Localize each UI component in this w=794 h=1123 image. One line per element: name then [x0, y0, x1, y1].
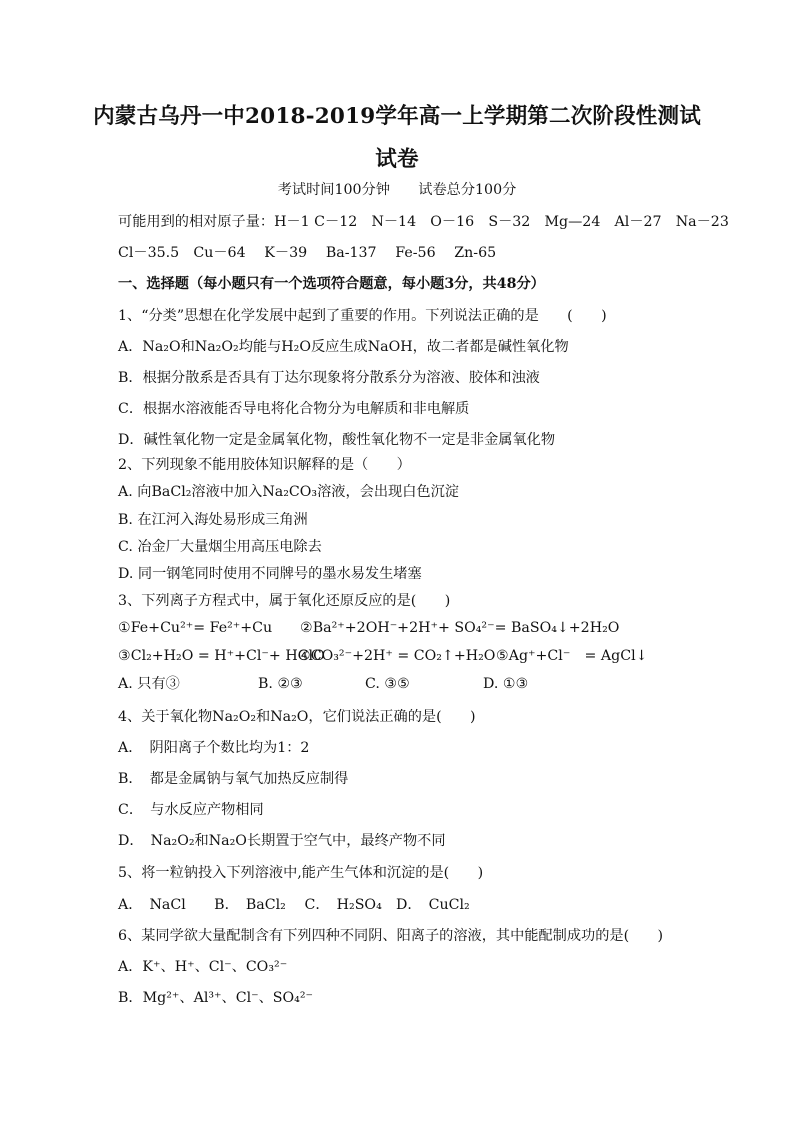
exam-info: 考试时间100分钟 试卷总分100分 [277, 182, 517, 198]
question-5-options: A． NaCl B． BaCl₂ C． H₂SO₄ D． CuCl₂ [118, 897, 470, 913]
section-heading: 一、选择题（每小题只有一个选项符合题意，每小题3分，共48分） [118, 276, 545, 292]
question-4-option-b: B． 都是金属钠与氧气加热反应制得 [118, 771, 349, 787]
question-2-option-b: B. 在江河入海处易形成三角洲 [118, 512, 308, 528]
question-3-equation-5: ⑤Ag⁺+Cl⁻ = AgCl↓ [496, 648, 648, 664]
question-3-option-c: C. ③⑤ [365, 676, 410, 692]
question-4-option-a: A． 阴阳离子个数比均为1：2 [118, 740, 310, 756]
atomic-mass-line-2: Cl－35.5 Cu－64 K－39 Ba-137 Fe-56 Zn-65 [118, 245, 497, 261]
question-6-option-a: A．K⁺、H⁺、Cl⁻、CO₃²⁻ [118, 959, 288, 975]
question-2-option-d: D. 同一钢笔同时使用不同牌号的墨水易发生堵塞 [118, 566, 422, 582]
question-3-equation-4: ④CO₃²⁻+2H⁺ = CO₂↑+H₂O [298, 648, 496, 664]
question-2-option-c: C. 冶金厂大量烟尘用高压电除去 [118, 539, 322, 555]
question-3-equation-3: ③Cl₂+H₂O = H⁺+Cl⁻+ HClO [118, 648, 325, 664]
question-1-option-a: A．Na₂O和Na₂O₂均能与H₂O反应生成NaOH，故二者都是碱性氧化物 [118, 339, 569, 355]
question-4-stem: 4、关于氧化物Na₂O₂和Na₂O，它们说法正确的是( ) [118, 709, 476, 725]
question-5-stem: 5、将一粒钠投入下列溶液中,能产生气体和沉淀的是( ) [118, 865, 484, 881]
question-3-equation-1: ①Fe+Cu²⁺= Fe²⁺+Cu [118, 620, 273, 636]
question-3-equation-2: ②Ba²⁺+2OH⁻+2H⁺+ SO₄²⁻= BaSO₄↓+2H₂O [300, 620, 620, 636]
question-1-stem: 1、“分类”思想在化学发展中起到了重要的作用。下列说法正确的是 ( ) [118, 308, 607, 324]
question-3-option-a: A. 只有③ [118, 676, 180, 692]
question-1-option-c: C．根据水溶液能否导电将化合物分为电解质和非电解质 [118, 401, 470, 417]
question-2-stem: 2、下列现象不能用胶体知识解释的是（ ） [118, 457, 411, 473]
question-3-stem: 3、下列离子方程式中，属于氧化还原反应的是( ) [118, 593, 451, 609]
question-4-option-c: C． 与水反应产物相同 [118, 802, 264, 818]
exam-title: 内蒙古乌丹一中2018-2019学年高一上学期第二次阶段性测试 [93, 104, 701, 129]
question-1-option-d: D．碱性氧化物一定是金属氧化物，酸性氧化物不一定是非金属氧化物 [118, 432, 556, 448]
question-1-option-b: B．根据分散系是否具有丁达尔现象将分散系分为溶液、胶体和浊液 [118, 370, 540, 386]
exam-title-continued: 试卷 [375, 147, 419, 172]
question-3-option-d: D. ①③ [483, 676, 529, 692]
question-6-option-b: B．Mg²⁺、Al³⁺、Cl⁻、SO₄²⁻ [118, 990, 314, 1006]
question-4-option-d: D． Na₂O₂和Na₂O长期置于空气中，最终产物不同 [118, 833, 446, 849]
question-2-option-a: A. 向BaCl₂溶液中加入Na₂CO₃溶液，会出现白色沉淀 [118, 484, 459, 500]
atomic-mass-line-1: 可能用到的相对原子量：H－1 C－12 N－14 O－16 S－32 Mg—24 Al－27 Na－23 [118, 214, 729, 230]
question-3-option-b: B. ②③ [258, 676, 303, 692]
question-6-stem: 6、某同学欲大量配制含有下列四种不同阴、阳离子的溶液，其中能配制成功的是( ) [118, 928, 664, 944]
